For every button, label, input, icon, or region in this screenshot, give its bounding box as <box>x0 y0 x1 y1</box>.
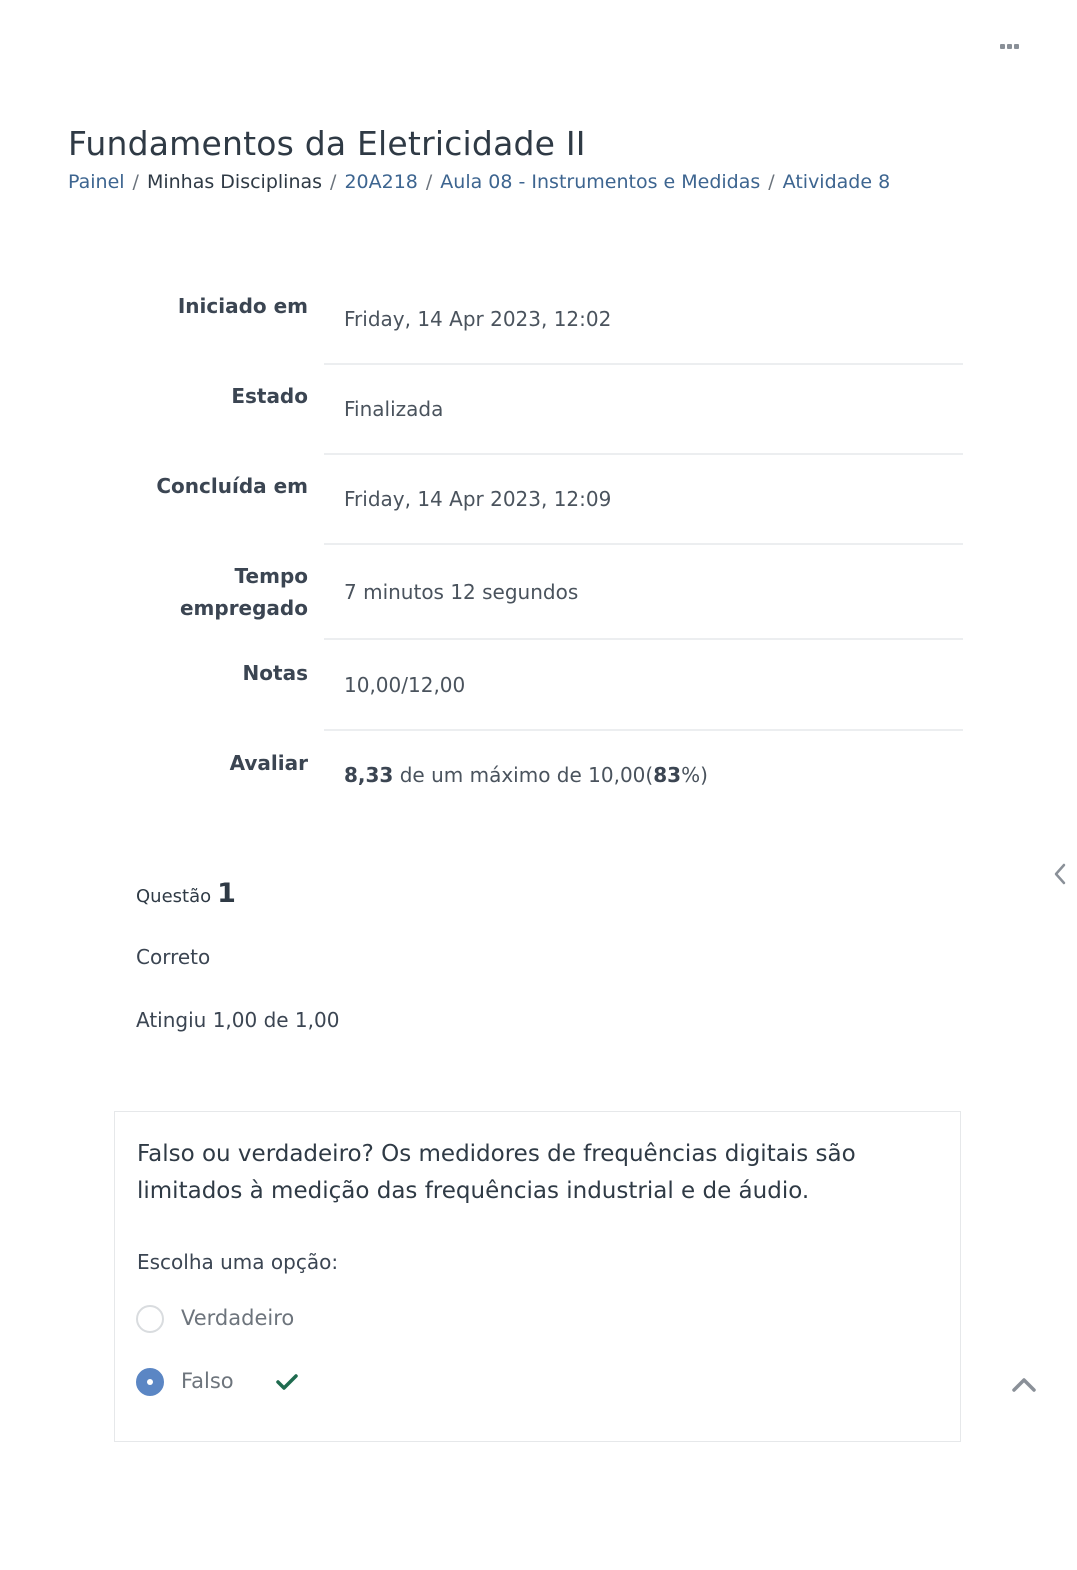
question-grade: Atingiu 1,00 de 1,00 <box>136 1008 340 1032</box>
question-header <box>136 878 236 909</box>
marks-label: Notas <box>242 661 308 685</box>
divider <box>324 363 963 365</box>
radio-falso[interactable] <box>136 1368 164 1396</box>
answer-prompt: Escolha uma opção: <box>137 1250 339 1274</box>
question-number: 1 <box>217 878 236 909</box>
more-options-icon[interactable] <box>1000 44 1019 49</box>
time-label <box>68 560 308 624</box>
page-title: Fundamentos da Eletricidade II <box>68 124 586 163</box>
state-value: Finalizada <box>344 397 444 421</box>
dot <box>1014 44 1019 49</box>
grade-mid: de um máximo de 10,00( <box>393 763 654 787</box>
breadcrumb-painel[interactable]: Painel <box>68 171 125 193</box>
breadcrumb-lesson[interactable]: Aula 08 - Instrumentos e Medidas <box>440 171 761 193</box>
dot <box>1007 44 1012 49</box>
dot <box>1000 44 1005 49</box>
time-label-line2: empregado <box>179 596 308 620</box>
breadcrumb-activity[interactable]: Atividade 8 <box>782 171 891 193</box>
state-label: Estado <box>231 384 308 408</box>
started-value: Friday, 14 Apr 2023, 12:02 <box>344 307 612 331</box>
time-value: 7 minutos 12 segundos <box>344 580 579 604</box>
question-state: Correto <box>136 945 211 969</box>
scroll-to-top-icon[interactable] <box>1011 1375 1037 1397</box>
completed-label: Concluída em <box>156 474 308 498</box>
option-label-falso[interactable]: Falso <box>181 1369 234 1393</box>
radio-verdadeiro[interactable] <box>136 1305 164 1333</box>
grade-percent: 83 <box>653 763 682 787</box>
breadcrumb-separator: / <box>132 171 139 193</box>
check-icon <box>276 1373 298 1395</box>
time-label-line1: Tempo <box>234 564 308 588</box>
option-label-verdadeiro[interactable]: Verdadeiro <box>181 1306 295 1330</box>
started-label: Iniciado em <box>177 294 308 318</box>
chevron-left-icon[interactable] <box>1052 862 1068 890</box>
breadcrumb-minhas-disciplinas: Minhas Disciplinas <box>146 171 323 193</box>
breadcrumb-separator: / <box>330 171 337 193</box>
grade-score: 8,33 <box>344 763 394 787</box>
grade-end: %) <box>681 763 708 787</box>
grade-value <box>344 763 708 787</box>
divider <box>324 453 963 455</box>
divider <box>324 638 963 640</box>
breadcrumb-separator: / <box>768 171 775 193</box>
breadcrumb-course-code[interactable]: 20A218 <box>344 171 418 193</box>
grade-label: Avaliar <box>229 751 308 775</box>
breadcrumb <box>68 171 890 193</box>
completed-value: Friday, 14 Apr 2023, 12:09 <box>344 487 612 511</box>
divider <box>324 543 963 545</box>
question-label: Questão <box>136 886 212 907</box>
question-text: Falso ou verdadeiro? Os medidores de frequências digitais são limitados à medição das frequências industrial e de áudio. <box>137 1141 856 1204</box>
marks-value: 10,00/12,00 <box>344 673 466 697</box>
breadcrumb-separator: / <box>425 171 433 193</box>
divider <box>324 729 963 731</box>
